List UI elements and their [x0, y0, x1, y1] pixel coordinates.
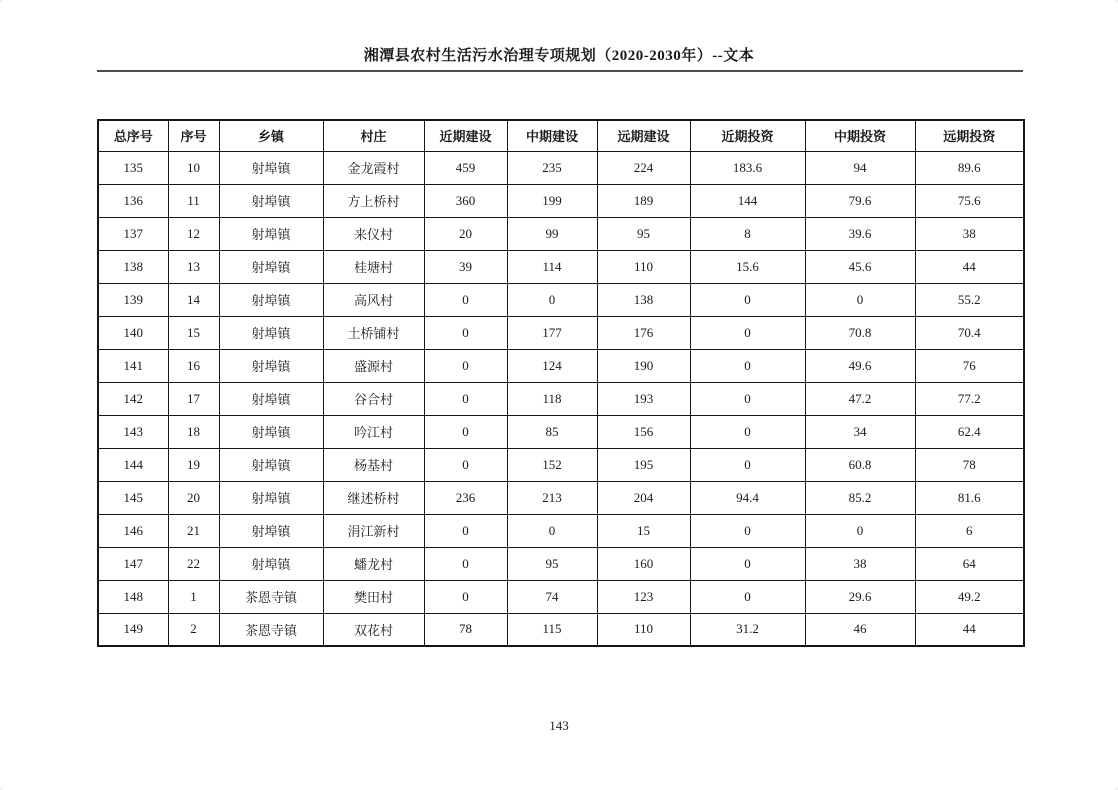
- table-cell: 射埠镇: [219, 250, 323, 283]
- table-cell: 0: [424, 547, 507, 580]
- table-cell: 94.4: [690, 481, 805, 514]
- table-row: [98, 151, 1024, 184]
- table-cell: 0: [424, 382, 507, 415]
- table-cell: 0: [424, 316, 507, 349]
- table-cell: 射埠镇: [219, 448, 323, 481]
- table-cell: 60.8: [805, 448, 915, 481]
- table-cell: 148: [98, 580, 168, 613]
- table-cell: 149: [98, 613, 168, 646]
- table-cell: 0: [690, 514, 805, 547]
- table-cell: 2: [168, 613, 219, 646]
- table-cell: 177: [507, 316, 597, 349]
- table-cell: 138: [597, 283, 690, 316]
- table-cell: 224: [597, 151, 690, 184]
- table-cell: 193: [597, 382, 690, 415]
- table-cell: 360: [424, 184, 507, 217]
- table-cell: 39: [424, 250, 507, 283]
- document-header-title: 湘潭县农村生活污水治理专项规划（2020-2030年）--文本: [363, 48, 755, 64]
- table-cell: 49.2: [915, 580, 1024, 613]
- table-cell: 21: [168, 514, 219, 547]
- table-cell: 95: [597, 217, 690, 250]
- table-cell: 茶恩寺镇: [219, 613, 323, 646]
- table-cell: 118: [507, 382, 597, 415]
- table-cell: 0: [805, 283, 915, 316]
- table-row: [98, 217, 1024, 250]
- table-cell: 137: [98, 217, 168, 250]
- table-cell: 0: [690, 448, 805, 481]
- table-cell: 0: [805, 514, 915, 547]
- table-cell: 142: [98, 382, 168, 415]
- table-header-row: [98, 120, 1024, 151]
- table-cell: 115: [507, 613, 597, 646]
- table-cell: 双花村: [323, 613, 424, 646]
- table-cell: 土桥铺村: [323, 316, 424, 349]
- table-cell: 123: [597, 580, 690, 613]
- table-cell: 继述桥村: [323, 481, 424, 514]
- table-cell: 0: [507, 514, 597, 547]
- table-cell: 49.6: [805, 349, 915, 382]
- table-cell: 0: [424, 349, 507, 382]
- table-cell: 176: [597, 316, 690, 349]
- table-cell: 235: [507, 151, 597, 184]
- table-cell: 涓江新村: [323, 514, 424, 547]
- table-cell: 236: [424, 481, 507, 514]
- table-cell: 89.6: [915, 151, 1024, 184]
- table-cell: 0: [690, 283, 805, 316]
- table-cell: 81.6: [915, 481, 1024, 514]
- table-cell: 0: [690, 382, 805, 415]
- table-cell: 射埠镇: [219, 481, 323, 514]
- table-cell: 62.4: [915, 415, 1024, 448]
- table-cell: 桂塘村: [323, 250, 424, 283]
- table-cell: 31.2: [690, 613, 805, 646]
- table-cell: 95: [507, 547, 597, 580]
- table-cell: 15: [597, 514, 690, 547]
- investment-plan-table: [97, 119, 1025, 647]
- header-divider-line: [97, 70, 1023, 72]
- table-cell: 144: [98, 448, 168, 481]
- table-cell: 谷合村: [323, 382, 424, 415]
- table-cell: 20: [424, 217, 507, 250]
- table-cell: 44: [915, 613, 1024, 646]
- table-cell: 46: [805, 613, 915, 646]
- table-cell: 141: [98, 349, 168, 382]
- table-row: [98, 382, 1024, 415]
- table-cell: 射埠镇: [219, 217, 323, 250]
- table-cell: 143: [98, 415, 168, 448]
- table-cell: 射埠镇: [219, 349, 323, 382]
- table-cell: 77.2: [915, 382, 1024, 415]
- table-cell: 78: [915, 448, 1024, 481]
- table-cell: 44: [915, 250, 1024, 283]
- table-cell: 38: [915, 217, 1024, 250]
- table-cell: 射埠镇: [219, 151, 323, 184]
- table-cell: 方上桥村: [323, 184, 424, 217]
- table-cell: 189: [597, 184, 690, 217]
- table-cell: 0: [690, 316, 805, 349]
- table-cell: 11: [168, 184, 219, 217]
- table-cell: 金龙霞村: [323, 151, 424, 184]
- table-cell: 蟠龙村: [323, 547, 424, 580]
- column-header: 远期建设: [597, 120, 690, 151]
- table-cell: 85: [507, 415, 597, 448]
- table-cell: 94: [805, 151, 915, 184]
- table-cell: 0: [424, 415, 507, 448]
- table-row: [98, 514, 1024, 547]
- table-cell: 140: [98, 316, 168, 349]
- table-cell: 吟江村: [323, 415, 424, 448]
- table-cell: 射埠镇: [219, 184, 323, 217]
- table-cell: 高风村: [323, 283, 424, 316]
- table-cell: 来仪村: [323, 217, 424, 250]
- table-cell: 8: [690, 217, 805, 250]
- table-cell: 136: [98, 184, 168, 217]
- table-cell: 204: [597, 481, 690, 514]
- table-cell: 45.6: [805, 250, 915, 283]
- table-cell: 99: [507, 217, 597, 250]
- table-cell: 1: [168, 580, 219, 613]
- column-header: 序号: [168, 120, 219, 151]
- table-cell: 射埠镇: [219, 514, 323, 547]
- table-row: [98, 547, 1024, 580]
- table-cell: 135: [98, 151, 168, 184]
- table-cell: 射埠镇: [219, 283, 323, 316]
- table-row: [98, 184, 1024, 217]
- column-header: 乡镇: [219, 120, 323, 151]
- table-cell: 0: [424, 580, 507, 613]
- column-header: 总序号: [98, 120, 168, 151]
- table-cell: 射埠镇: [219, 415, 323, 448]
- table-cell: 射埠镇: [219, 547, 323, 580]
- column-header: 近期建设: [424, 120, 507, 151]
- table-cell: 10: [168, 151, 219, 184]
- table-cell: 22: [168, 547, 219, 580]
- table-cell: 139: [98, 283, 168, 316]
- table-cell: 29.6: [805, 580, 915, 613]
- table-cell: 樊田村: [323, 580, 424, 613]
- table-cell: 160: [597, 547, 690, 580]
- table-cell: 0: [690, 349, 805, 382]
- table-cell: 124: [507, 349, 597, 382]
- table-cell: 70.8: [805, 316, 915, 349]
- table-cell: 190: [597, 349, 690, 382]
- table-cell: 18: [168, 415, 219, 448]
- table-cell: 0: [424, 283, 507, 316]
- table-cell: 0: [690, 415, 805, 448]
- table-cell: 6: [915, 514, 1024, 547]
- table-cell: 0: [690, 580, 805, 613]
- table-cell: 17: [168, 382, 219, 415]
- table-body: [98, 151, 1024, 646]
- table-cell: 0: [424, 514, 507, 547]
- table-row: [98, 316, 1024, 349]
- column-header: 远期投资: [915, 120, 1024, 151]
- table-row: [98, 349, 1024, 382]
- table-cell: 85.2: [805, 481, 915, 514]
- table-cell: 195: [597, 448, 690, 481]
- table-cell: 15.6: [690, 250, 805, 283]
- table-cell: 杨基村: [323, 448, 424, 481]
- column-header: 村庄: [323, 120, 424, 151]
- table-cell: 70.4: [915, 316, 1024, 349]
- table-cell: 79.6: [805, 184, 915, 217]
- table-row: [98, 580, 1024, 613]
- table-cell: 156: [597, 415, 690, 448]
- table-cell: 茶恩寺镇: [219, 580, 323, 613]
- table-cell: 145: [98, 481, 168, 514]
- table-cell: 64: [915, 547, 1024, 580]
- column-header: 近期投资: [690, 120, 805, 151]
- table-cell: 183.6: [690, 151, 805, 184]
- table-row: [98, 283, 1024, 316]
- table-cell: 16: [168, 349, 219, 382]
- table-cell: 110: [597, 250, 690, 283]
- table-cell: 0: [690, 547, 805, 580]
- table-cell: 19: [168, 448, 219, 481]
- table-cell: 144: [690, 184, 805, 217]
- table-cell: 110: [597, 613, 690, 646]
- table-cell: 55.2: [915, 283, 1024, 316]
- table-cell: 199: [507, 184, 597, 217]
- page-number: 143: [549, 718, 569, 733]
- table-cell: 38: [805, 547, 915, 580]
- table-cell: 114: [507, 250, 597, 283]
- table-cell: 138: [98, 250, 168, 283]
- table-cell: 13: [168, 250, 219, 283]
- table-cell: 78: [424, 613, 507, 646]
- table-cell: 14: [168, 283, 219, 316]
- table-cell: 39.6: [805, 217, 915, 250]
- table-cell: 0: [424, 448, 507, 481]
- table-cell: 147: [98, 547, 168, 580]
- table-cell: 34: [805, 415, 915, 448]
- table-row: [98, 481, 1024, 514]
- table-cell: 75.6: [915, 184, 1024, 217]
- table-cell: 20: [168, 481, 219, 514]
- column-header: 中期建设: [507, 120, 597, 151]
- table-row: [98, 415, 1024, 448]
- table-cell: 213: [507, 481, 597, 514]
- table-cell: 74: [507, 580, 597, 613]
- table-cell: 射埠镇: [219, 382, 323, 415]
- table-cell: 12: [168, 217, 219, 250]
- column-header: 中期投资: [805, 120, 915, 151]
- table-cell: 76: [915, 349, 1024, 382]
- table-cell: 15: [168, 316, 219, 349]
- table-row: [98, 448, 1024, 481]
- table-cell: 146: [98, 514, 168, 547]
- table-cell: 47.2: [805, 382, 915, 415]
- table-cell: 0: [507, 283, 597, 316]
- table-cell: 459: [424, 151, 507, 184]
- table-cell: 152: [507, 448, 597, 481]
- table-cell: 射埠镇: [219, 316, 323, 349]
- table-cell: 盛源村: [323, 349, 424, 382]
- table-row: [98, 250, 1024, 283]
- table-row: [98, 613, 1024, 646]
